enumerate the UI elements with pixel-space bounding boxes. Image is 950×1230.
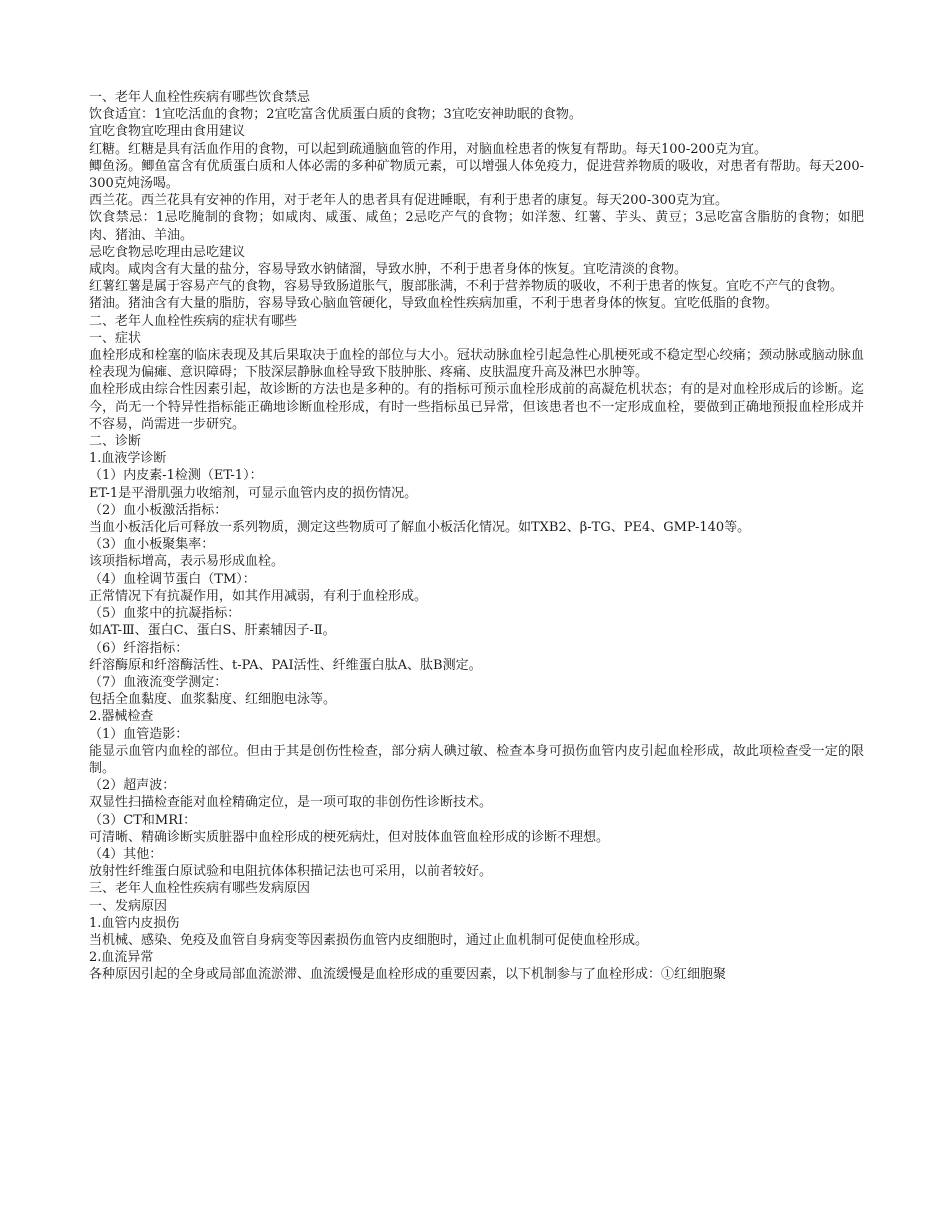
paragraph: 包括全血黏度、血浆黏度、红细胞电泳等。 [89, 692, 337, 708]
list-item: （7）血液流变学测定： [89, 674, 228, 690]
heading-3: 三、老年人血栓性疾病有哪些发病原因 [89, 881, 311, 897]
list-item: （4）其他： [89, 846, 163, 862]
list-item: （6）纤溶指标： [89, 640, 189, 656]
paragraph: 红糖。红糖是具有活血作用的食物，可以起到疏通脑血管的作用，对脑血栓患者的恢复有帮助。每天100-200克为宜。 [89, 141, 768, 157]
list-item: （3）血小板聚集率： [89, 537, 215, 553]
paragraph: 当机械、感染、免疫及血管自身病变等因素损伤血管内皮细胞时，通过止血机制可促使血栓形成。 [89, 932, 649, 948]
subheading: 1.血液学诊断 [89, 451, 167, 467]
paragraph: 能显示血管内血栓的部位。但由于其是创伤性检查，部分病人碘过敏、检查本身可损伤血管内皮引起血栓形成，故此项检查受一定的限制。 [89, 743, 864, 776]
paragraph: 饮食禁忌：1忌吃腌制的食物；如咸肉、咸蛋、咸鱼；2忌吃产气的食物；如洋葱、红薯、芋头、黄豆；3忌吃富含脂肪的食物；如肥肉、猪油、羊油。 [89, 210, 864, 243]
heading-2: 二、老年人血栓性疾病的症状有哪些 [89, 313, 298, 329]
paragraph: 各种原因引起的全身或局部血流淤滞、血流缓慢是血栓形成的重要因素，以下机制参与了血栓形成：①红细胞聚 [89, 967, 727, 983]
paragraph: 宜吃食物宜吃理由食用建议 [89, 124, 246, 140]
paragraph: 该项指标增高，表示易形成血栓。 [89, 554, 285, 570]
paragraph: 可清晰、精确诊断实质脏器中血栓形成的梗死病灶，但对肢体血管血栓形成的诊断不理想。 [89, 829, 610, 845]
subheading: 2.血流异常 [89, 950, 154, 966]
heading-1: 一、老年人血栓性疾病有哪些饮食禁忌 [89, 90, 311, 105]
paragraph: 双显性扫描检查能对血栓精确定位，是一项可取的非创伤性诊断技术。 [89, 795, 493, 811]
subheading: 二、诊断 [89, 434, 142, 450]
subheading: 2.器械检查 [89, 709, 154, 725]
paragraph: 忌吃食物忌吃理由忌吃建议 [89, 244, 246, 260]
subheading: 一、症状 [89, 330, 142, 346]
paragraph: 当血小板活化后可释放一系列物质，测定这些物质可了解血小板活化情况。如TXB2、β-TG、PE4、GMP-140等。 [89, 520, 751, 536]
document-page [89, 89, 864, 984]
subheading: 一、发病原因 [89, 898, 168, 914]
list-item: （2）超声波： [89, 778, 176, 794]
paragraph: 放射性纤维蛋白原试验和电阻抗体体积描记法也可采用，以前者较好。 [89, 864, 493, 880]
list-item: （2）血小板激活指标： [89, 502, 228, 518]
list-item: （4）血栓调节蛋白（TM）： [89, 571, 256, 587]
paragraph: 鲫鱼汤。鲫鱼富含有优质蛋白质和人体必需的多种矿物质元素，可以增强人体免疫力，促进营养物质的吸收，对患者有帮助。每天200-300克炖汤喝。 [89, 158, 864, 192]
list-item: （1）内皮素-1检测（ET-1）： [89, 468, 263, 484]
paragraph: ET-1是平滑肌强力收缩剂，可显示血管内皮的损伤情况。 [89, 485, 418, 501]
paragraph: 西兰花。西兰花具有安神的作用，对于老年人的患者具有促进睡眠，有利于患者的康复。每天200-300克为宜。 [89, 193, 729, 209]
paragraph: 正常情况下有抗凝作用，如其作用减弱，有利于血栓形成。 [89, 588, 428, 604]
paragraph: 猪油。猪油含有大量的脂肪，容易导致心脑血管硬化，导致血栓性疾病加重，不利于患者身体的恢复。宜吃低脂的食物。 [89, 296, 779, 312]
paragraph: 血栓形成由综合性因素引起，故诊断的方法也是多种的。有的指标可预示血栓形成前的高凝危机状态；有的是对血栓形成后的诊断。迄今，尚无一个特异性指标能正确地诊断血栓形成，有时一些指标虽已异常，但该患者也不一定形成血栓，要做到正确地预报血栓形成并不容易，尚需进一步研究。 [89, 382, 864, 432]
paragraph: 如AT-Ⅲ、蛋白C、蛋白S、肝素辅因子-Ⅱ。 [89, 623, 336, 639]
paragraph: 咸肉。咸肉含有大量的盐分，容易导致水钠储溜，导致水肿，不利于患者身体的恢复。宜吃清淡的食物。 [89, 262, 688, 278]
paragraph: 纤溶酶原和纤溶酶活性、t-PA、PAI活性、纤维蛋白肽A、肽B测定。 [89, 657, 482, 673]
list-item: （1）血管造影： [89, 726, 189, 742]
subheading: 1.血管内皮损伤 [89, 915, 180, 931]
paragraph: 血栓形成和栓塞的临床表现及其后果取决于血栓的部位与大小。冠状动脉血栓引起急性心肌梗死或不稳定型心绞痛；颈动脉或脑动脉血栓表现为偏瘫、意识障碍；下肢深层静脉血栓导致下肢肿胀、疼痛、皮肤温度升高及淋巴水肿等。 [89, 348, 864, 381]
list-item: （5）血浆中的抗凝指标： [89, 606, 241, 622]
paragraph: 红薯红薯是属于容易产气的食物，容易导致肠道胀气，腹部胀满，不利于营养物质的吸收，不利于患者的恢复。宜吃不产气的食物。 [89, 279, 844, 295]
list-item: （3）CT和MRI： [89, 812, 197, 828]
paragraph: 饮食适宜：1宜吃活血的食物；2宜吃富含优质蛋白质的食物；3宜吃安神助眠的食物。 [89, 107, 582, 123]
